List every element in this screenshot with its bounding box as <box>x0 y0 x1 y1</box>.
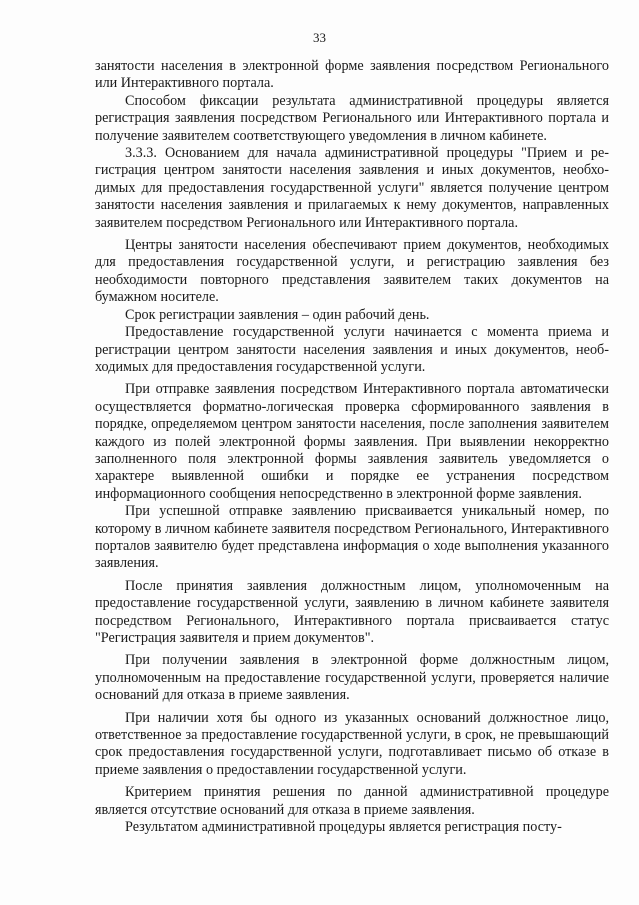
paragraph-13: Результатом административной процедуры является регистрация посту- <box>125 819 562 836</box>
paragraph-12: Критерием принятия решения по данной административной процедуре является отсутствие оснований для отказа в приеме заявления. <box>95 784 609 818</box>
paragraph-2: Способом фиксации результата административной процедуры является регистрация заявления посредством Регионального или Интерактивного портала и получение заявителем соответствующего уведомления в личном кабинете. <box>95 92 609 144</box>
paragraph-7: При отправке заявления посредством Интерактивного портала автоматически осуществляется форматно-логическая проверка сформированного заявления в порядке, определяемом центром занятости населения, после заполнения заявителем каждого из полей электронной формы заявления. При выявлении некорректно заполненного поля электронной формы заявления заявитель уведомляется о характере выявленной ошибки и порядке ее устранения посредством информационного сообщения непосредственно в электронной форме заявления. <box>95 381 609 502</box>
paragraph-6: Предоставление государственной услуги начинается с момента приема и регистрации центром занятости населения заявления и иных документов, необходимых для предоставления государственной услуги. <box>95 324 609 375</box>
paragraph-3: 3.3.3. Основанием для начала административной процедуры "Прием и регистрация центром занятости населения заявления и иных документов, необходимых для предоставления государственной услуги" является получение центром занятости населения заявления и прилагаемых к нему документов, направленных заявителем посредством Регионального или Интерактивного портала. <box>95 145 609 231</box>
paragraph-4: Центры занятости населения обеспечивают прием документов, необходимых для предоставления государственной услуги, и регистрацию заявления без необходимости повторного представления заявителем таких документов на бумажном носителе. <box>95 237 609 306</box>
page-number: 33 <box>313 30 326 45</box>
document-body <box>95 58 609 836</box>
paragraph-5: Срок регистрации заявления – один рабочий день. <box>125 306 430 323</box>
paragraph-8: При успешной отправке заявлению присваивается уникальный номер, по которому в личном кабинете заявителя посредством Регионального, Интерактивного порталов заявителю будет представлена информация о ходе выполнения указанного заявления. <box>95 503 609 572</box>
paragraph-9: После принятия заявления должностным лицом, уполномоченным на предоставление государственной услуги, заявлению в личном кабинете заявителя посредством Регионального, Интерактивного портала присваивается статус "Регистрация заявителя и прием документов". <box>95 577 609 646</box>
paragraph-11: При наличии хотя бы одного из указанных оснований должностное лицо, ответственное за предоставление государственной услуги, в срок, не превышающий срок предоставления государственной услуги, подготавливает письмо об отказе в приеме заявления о предоставлении государственной услуги. <box>95 709 609 778</box>
paragraph-1: занятости населения в электронной форме заявления посредством Регионального или Интерактивного портала. <box>95 58 609 92</box>
paragraph-10: При получении заявления в электронной форме должностным лицом, уполномоченным на предоставление государственной услуги, проверяется наличие оснований для отказа в приеме заявления. <box>95 652 609 704</box>
